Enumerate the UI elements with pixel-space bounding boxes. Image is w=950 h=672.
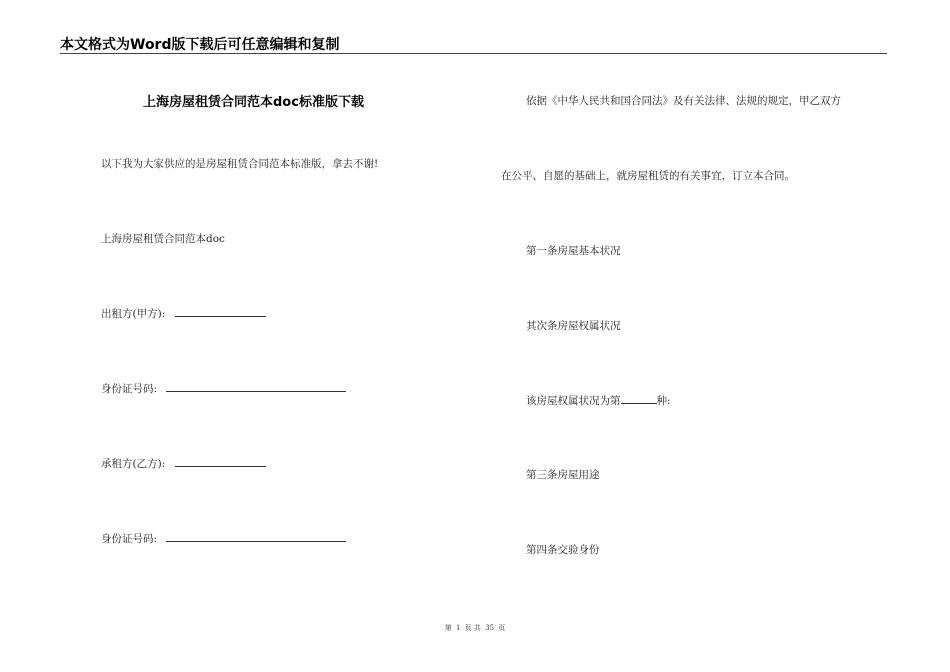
lessor-line: [101, 305, 266, 321]
article-4-heading: 第四条交验身份: [526, 544, 600, 556]
lessor-id-label: 身份证号码:: [101, 383, 158, 395]
footer-page-current: 1: [455, 624, 461, 632]
lessor-blank: [175, 305, 266, 317]
document-title: 上海房屋租赁合同范本doc标准版下载: [143, 95, 364, 110]
ownership-text-before: 该房屋权属状况为第: [526, 395, 621, 407]
contract-subtitle: 上海房屋租赁合同范本doc: [101, 233, 225, 245]
lessee-id-blank: [166, 530, 346, 542]
article-1-heading: 第一条房屋基本状况: [526, 245, 621, 257]
lessee-label: 承租方(乙方):: [101, 458, 166, 470]
footer-prefix: 第: [444, 624, 452, 632]
lessor-label: 出租方(甲方):: [101, 308, 166, 320]
header-divider: [60, 53, 887, 54]
footer-page-total: 35: [485, 624, 495, 632]
ownership-blank: [621, 392, 657, 404]
basis-paragraph-line2: 在公平、自愿的基础上，就房屋租赁的有关事宜，订立本合同。: [501, 170, 795, 182]
footer-mid: 页 共: [464, 624, 481, 632]
page-header: 本文格式为Word版下载后可任意编辑和复制: [60, 37, 340, 53]
lessee-id-label: 身份证号码:: [101, 533, 158, 545]
lessor-id-line: [101, 380, 346, 396]
lessee-id-line: [101, 530, 346, 546]
page-footer: [0, 623, 950, 633]
article-2-heading: 其次条房屋权属状况: [526, 320, 621, 332]
basis-paragraph-line1: 依据《中华人民共和国合同法》及有关法律、法规的规定，甲乙双方: [526, 95, 841, 107]
lessee-blank: [175, 455, 266, 467]
ownership-line: [526, 392, 671, 408]
article-3-heading: 第三条房屋用途: [526, 469, 600, 481]
footer-suffix: 页: [498, 624, 506, 632]
lessee-line: [101, 455, 266, 471]
intro-text: 以下我为大家供应的是房屋租赁合同范本标准版，拿去不谢!: [101, 158, 379, 170]
lessor-id-blank: [166, 380, 346, 392]
ownership-text-after: 种:: [656, 395, 671, 407]
